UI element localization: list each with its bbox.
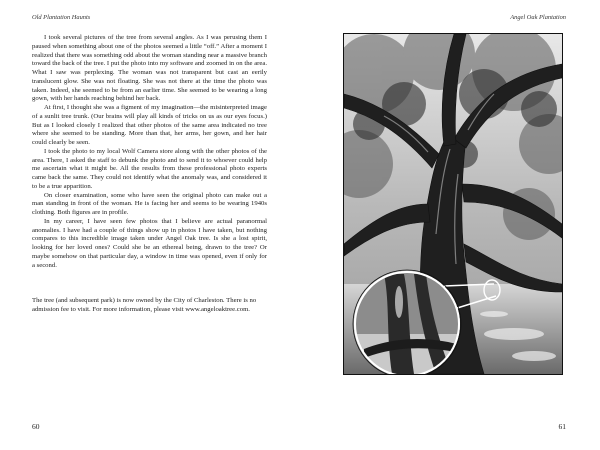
paragraph: I took the photo to my local Wolf Camera store along with the other photos of the area. There, I asked the staff to debunk the photo and to send it to whoever could help me ascertain what it might be. All the results from these professional photo experts came back the same. They could not identify what the anomaly was, and considered it to be a true apparition.	[32, 147, 267, 190]
angel-oak-photo	[343, 33, 563, 375]
right-page	[300, 0, 600, 450]
paragraph: I took several pictures of the tree from several angles. As I was perusing them I paused when something about one of the photos seemed a little “off.” After a moment I realized that there was something odd about the woman standing near a massive branch toward the back of the tree. I put the photo into my software and zoomed in on the area. What I saw was perplexing. The woman was not transparent but cast an eerily translucent glow. She was not floating. She was not there at the time the photo was taken. Indeed, she seemed to be from an earlier time. She seemed to be wearing a long gown, with her hands reaching behind her back.	[32, 34, 267, 103]
note-text: The tree (and subsequent park) is now owned by the City of Charleston. There is no admission fee to visit. For more information, please visit www.angeloaktree.com.	[32, 297, 257, 313]
oak-tree-illustration	[344, 34, 562, 374]
running-head-left: Old Plantation Haunts	[32, 14, 91, 21]
page-number-right: 61	[558, 422, 566, 431]
paragraph: In my career, I have seen few photos that I believe are actual paranormal anomalies. I have had a couple of things show up in photos I have taken, but nothing compares to this incredible image taken under Angel Oak tree. Is she a lost spirit, looking for her loved ones? Could she be an ethereal being, drawn to the tree? Or maybe somehow on that particular day, a window in time was opened, even if only for a second.	[32, 217, 267, 269]
running-head-right: Angel Oak Plantation	[510, 14, 566, 21]
paragraph: On closer examination, some who have seen the original photo can make out a man standing in front of the woman. He is facing her and seems to be wearing 1940s clothing. Both figures are in profile.	[32, 191, 267, 216]
page-number-left: 60	[32, 422, 40, 431]
paragraph: At first, I thought she was a figment of my imagination—the misinterpreted image of a sunlit tree trunk. (Our brains will play all kinds of tricks on us as our eyes focus.) But as I looked closely I realized that other photos of the same area indicated no tree where she seemed to be standing. More than that, her arms, her gown, and her hair could clearly be seen.	[32, 104, 267, 146]
visitor-note	[32, 297, 267, 315]
body-text	[32, 34, 267, 270]
